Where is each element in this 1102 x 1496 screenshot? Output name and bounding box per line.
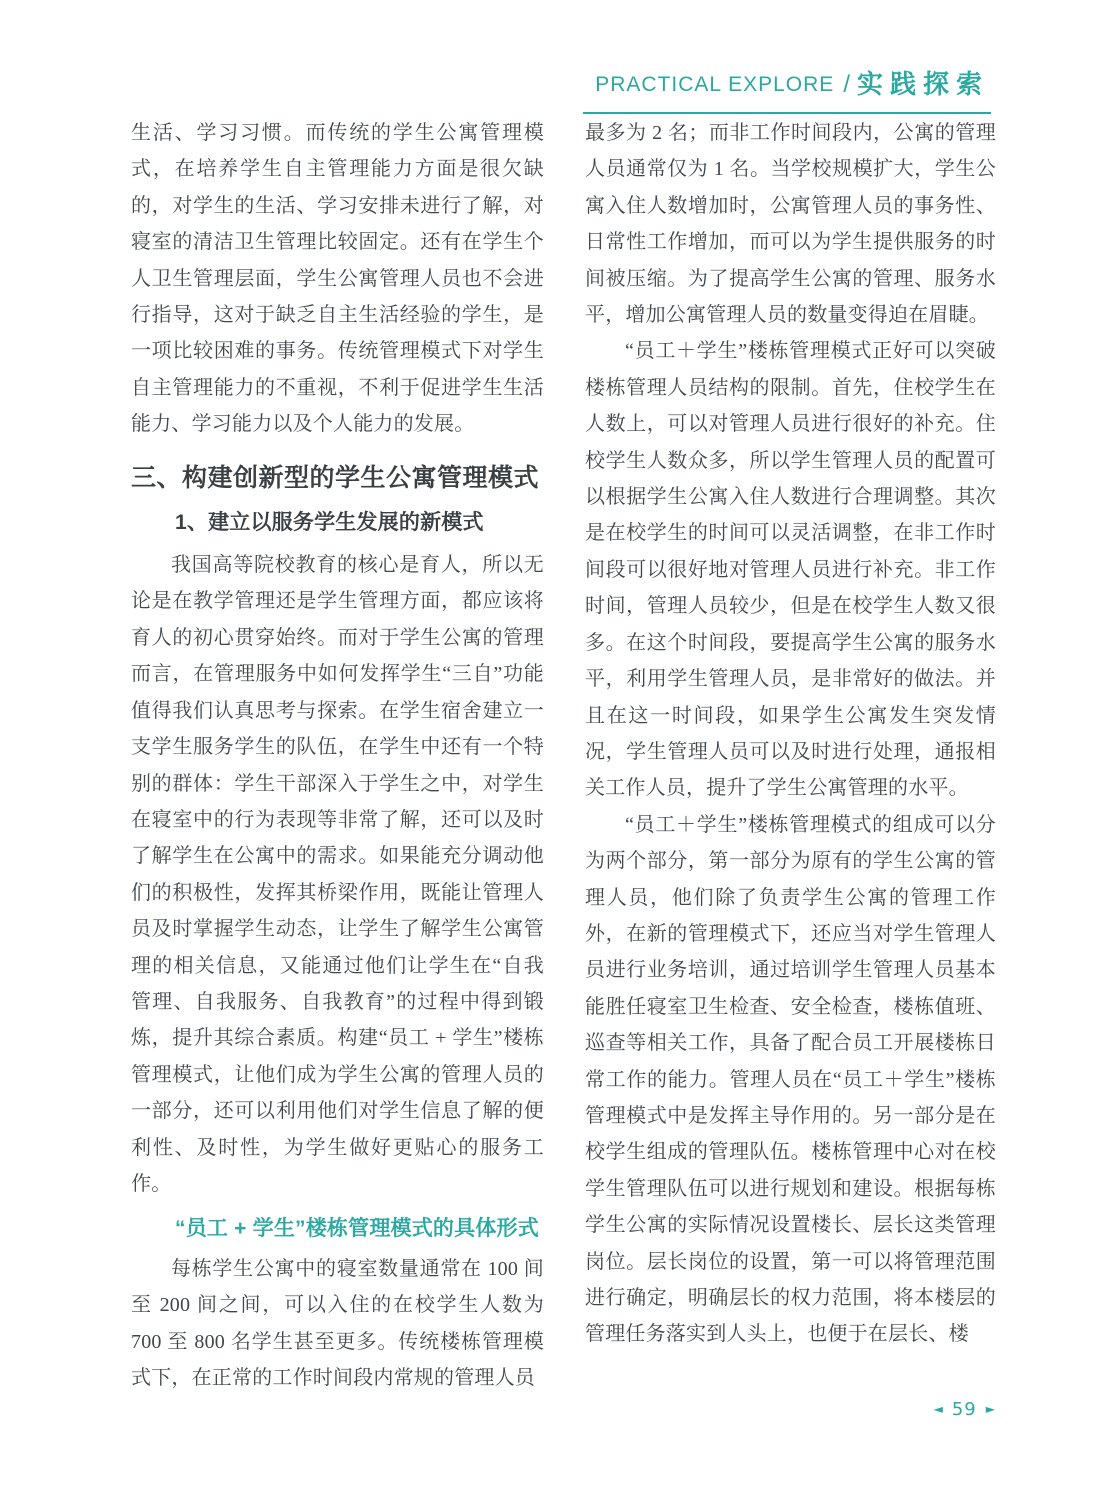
section-banner — [583, 64, 991, 114]
paragraph-mode-advantages: “员工＋学生”楼栋管理模式正好可以突破楼栋管理人员结构的限制。首先，住校学生在人数上，可以对管理人员进行很好的补充。住校学生人数众多，所以学生管理人员的配置可以根据学生公寓入住人数进行合理调整。其次是在校学生的时间可以灵活调整，在非工作时间段可以很好地对管理人员进行补充。非工作时间，管理人员较少，但是在校学生人数又很多。在这个时间段，要提高学生公寓的服务水平，利用学生管理人员，是非常好的做法。并且在这一时间段，如果学生公寓发生突发情况，学生管理人员可以及时进行处理，通报相关工作人员，提升了学生公寓管理的水平。 — [585, 340, 996, 800]
page-number: 59 — [951, 1399, 977, 1420]
sub-heading-new-service-model: 1、建立以服务学生发展的新模式 — [175, 510, 484, 534]
section-title-english: PRACTICAL EXPLORE — [595, 73, 835, 96]
page-footer — [934, 1399, 995, 1420]
page-header — [583, 64, 991, 114]
paragraph-education-core: 我国高等院校教育的核心是育人，所以无论是在教学管理还是学生管理方面，都应该将育人的初心贯穿始终。而对于学生公寓的管理而言，在管理服务中如何发挥学生“三自”功能值得我们认真思考与探索。在学生宿舍建立一支学生服务学生的队伍，在学生中还有一个特别的群体：学生干部深入于学生之中，对学生在寝室中的行为表现等非常了解，还可以及时了解学生在公寓中的需求。如果能充分调动他们的积极性，发挥其桥梁作用，既能让管理人员及时掌握学生动态，让学生了解学生公寓管理的相关信息，又能通过他们让学生在“自我管理、自我服务、自我教育”的过程中得到锻炼，提升其综合素质。构建“员工 + 学生”楼栋管理模式，让他们成为学生公寓的管理人员的一部分，还可以利用他们对学生信息了解的便利性、及时性，为学生做好更贴心的服务工作。 — [131, 554, 544, 1195]
previous-page-icon: ◄ — [933, 1402, 943, 1416]
left-text-column — [131, 115, 544, 1396]
paragraph-staffing-pressure: 最多为 2 名；而非工作时间段内，公寓的管理人员通常仅为 1 名。当学校规模扩大，学生公寓入住人数增加时，公寓管理人员的事务性、日常性工作增加，而可以为学生提供服务的时间被压缩。为了提高学生公寓的管理、服务水平，增加公寓管理人员的数量变得迫在眉睫。 — [585, 122, 996, 327]
section-heading-innovative-model: 三、构建创新型的学生公寓管理模式 — [131, 463, 540, 492]
paragraph-traditional-model-drawbacks: 生活、学习习惯。而传统的学生公寓管理模式，在培养学生自主管理能力方面是很欠缺的，对学生的生活、学习安排未进行了解，对寝室的清洁卫生管理比较固定。还有在学生个人卫生管理层面，学生公寓管理人员也不会进行指导，这对于缺乏自主生活经验的学生，是一项比较困难的事务。传统管理模式下对学生自主管理能力的不重视，不利于促进学生生活能力、学习能力以及个人能力的发展。 — [131, 122, 544, 436]
header-divider-slash: / — [843, 71, 850, 98]
section-title-chinese: 实践探索 — [856, 69, 989, 99]
paragraph-mode-composition: “员工＋学生”楼栋管理模式的组成可以分为两个部分，第一部分为原有的学生公寓的管理人员，他们除了负责学生公寓的管理工作外，在新的管理模式下，还应当对学生管理人员进行业务培训，通过培训学生管理人员基本能胜任寝室卫生检查、安全检查，楼栋值班、巡查等相关工作，具备了配合员工开展楼栋日常工作的能力。管理人员在“员工＋学生”楼栋管理模式中是发挥主导作用的。另一部分是在校学生组成的管理队伍。楼栋管理中心对在校学生管理队伍可以进行规划和建设。根据每栋学生公寓的实际情况设置楼长、层长这类管理岗位。层长岗位的设置，第一可以将管理范围进行确定，明确层长的权力范围，将本楼层的管理任务落实到人头上，也便于在层长、楼 — [585, 813, 996, 1346]
right-text-column — [585, 115, 996, 1353]
paragraph-dorm-numbers: 每栋学生公寓中的寝室数量通常在 100 间至 200 间之间，可以入住的在校学生人数为 700 至 800 名学生甚至更多。传统楼栋管理模式下，在正常的工作时间段内常规的管理人员 — [131, 1257, 544, 1389]
next-page-icon: ► — [985, 1402, 995, 1416]
sub-heading-specific-form: “员工 + 学生”楼栋管理模式的具体形式 — [175, 1217, 539, 1241]
